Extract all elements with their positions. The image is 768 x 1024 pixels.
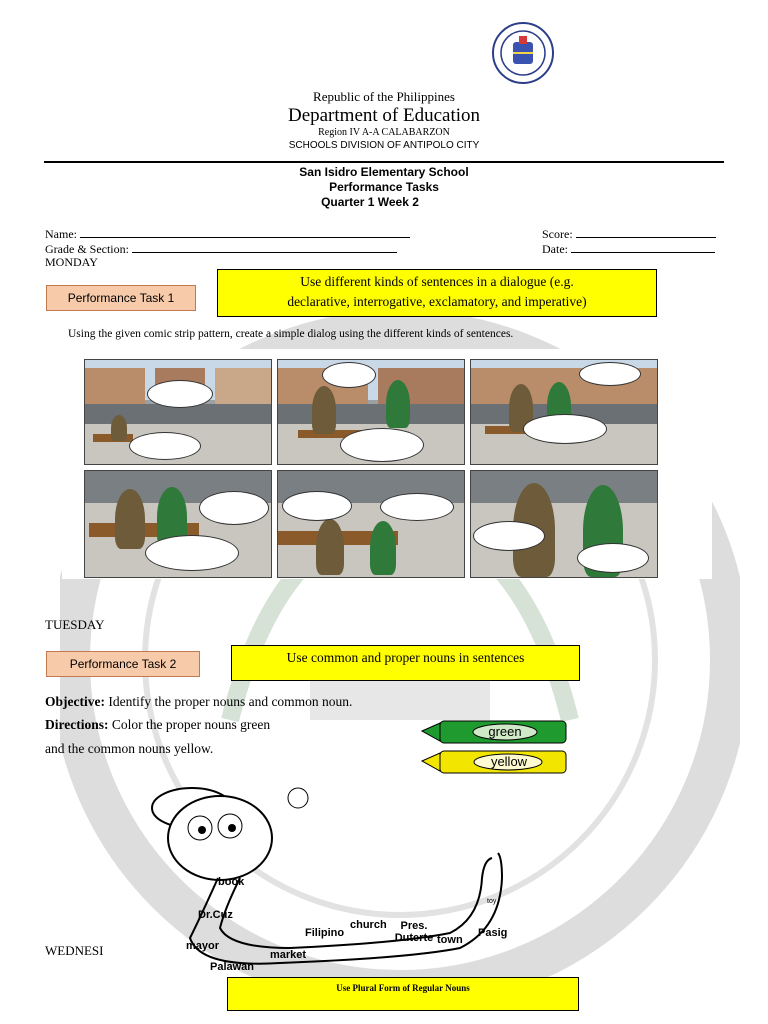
comic-panel-6 [470,470,658,578]
deped-seal-logo [492,22,554,84]
yellow-crayon-label: yellow [490,754,528,769]
speech-bubble[interactable] [282,491,352,521]
name-label: Name: [45,227,77,241]
speech-bubble[interactable] [147,380,213,408]
date-field[interactable] [571,240,715,253]
worm-word[interactable]: market [270,949,307,961]
speech-bubble[interactable] [473,521,545,551]
worm-word[interactable]: church [350,919,387,931]
speech-bubble[interactable] [523,414,607,444]
speech-bubble[interactable] [129,432,201,460]
tuesday-heading: TUESDAY [45,617,105,632]
directions-line2: and the common nouns yellow. [45,741,214,756]
worm-word[interactable]: Pasig [478,927,508,939]
speech-bubble[interactable] [577,543,649,573]
directions-label: Directions: [45,717,109,732]
task-2-objective-box: Use common and proper nouns in sentences [231,645,580,681]
worm-word[interactable]: Palawan [210,961,255,973]
worm-word[interactable]: Filipino [305,927,345,939]
objective-label: Objective: [45,694,105,709]
header-divider [44,161,724,163]
performance-task-2-label: Performance Task 2 [46,651,200,677]
directions-line1: Color the proper nouns green [111,717,271,732]
worm-word[interactable]: toy [487,898,497,905]
performance-task-1-label: Performance Task 1 [46,285,196,311]
score-field[interactable] [576,225,716,238]
task-1-objective-line2: declarative, interrogative, exclamatory, and imperative) [287,294,587,309]
speech-bubble[interactable] [340,428,424,462]
comic-panel-5 [277,470,465,578]
department-title: Department of Education [287,105,481,126]
comic-panel-1 [84,359,272,465]
speech-bubble[interactable] [199,491,269,525]
date-label: Date: [542,242,568,256]
wednesday-heading: WEDNESI [45,943,104,958]
comic-strip [62,349,712,579]
division-text: SCHOOLS DIVISION OF ANTIPOLO CITY [288,140,480,151]
speech-bubble[interactable] [322,362,376,388]
region-text: Region IV A-A CALABARZON [318,127,450,138]
comic-panel-2 [277,359,465,465]
grade-field[interactable] [132,240,397,253]
grade-label: Grade & Section: [45,242,129,256]
task-2-objective [45,694,352,710]
objective-text: Identify the proper nouns and common noun. [108,694,353,709]
name-field[interactable] [80,225,410,238]
task-1-instruction: Using the given comic strip pattern, create a simple dialog using the different kinds of sentences. [68,328,514,340]
monday-heading: MONDAY [45,255,98,269]
task-1-objective-line1: Use different kinds of sentences in a dialogue (e.g. [300,274,574,289]
task-3-objective-box: Use Plural Form of Regular Nouns [227,977,579,1011]
speech-bubble[interactable] [380,493,454,521]
date-row [542,240,715,257]
score-label: Score: [542,227,573,241]
worm-word[interactable]: Pres. Duterte [394,920,434,944]
task-1-objective-box [217,269,657,317]
comic-panel-4 [84,470,272,578]
comic-panel-3 [470,359,658,465]
worm-word[interactable]: book [218,876,245,888]
task-2-directions [45,717,270,733]
worm-word[interactable]: Dr.Cuz [198,909,233,921]
quarter-week: Quarter 1 Week 2 [321,195,419,209]
speech-bubble[interactable] [579,362,641,386]
worm-word[interactable]: town [437,934,463,946]
republic-text: Republic of the Philippines [313,89,455,104]
speech-bubble[interactable] [145,535,239,571]
green-crayon-label: green [488,724,522,739]
document-title: Performance Tasks [329,180,439,194]
worm-word[interactable]: mayor [186,940,220,952]
school-name: San Isidro Elementary School [299,165,469,179]
